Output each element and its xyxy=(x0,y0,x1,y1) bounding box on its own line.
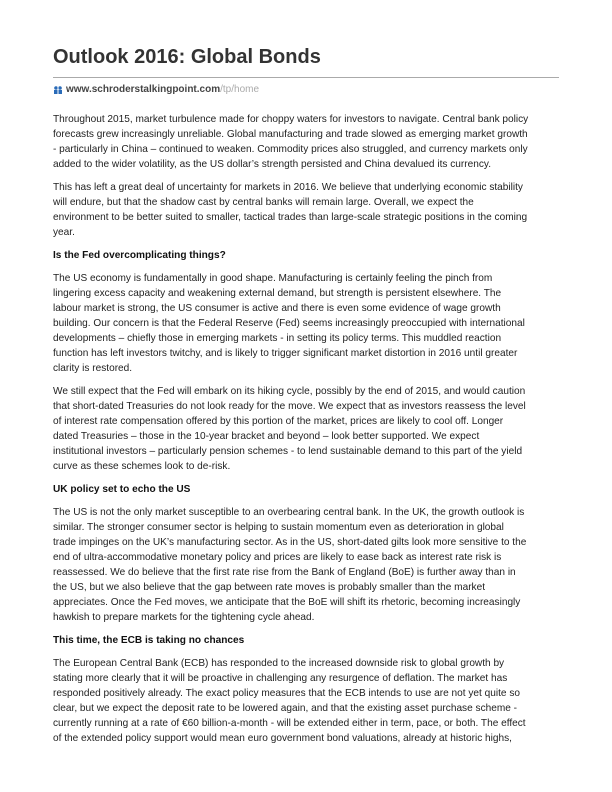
text-line: building. Our concern is that the Federal Reserve (Fed) seems increasingly preoccupied with international xyxy=(53,318,525,329)
text-line: environment to be better suited to smaller, tactical trades than large-scale strategic positions in the coming xyxy=(53,212,528,223)
text-line: function has left investors twitchy, and is likely to trigger significant market distortion in 2016 until greater xyxy=(53,348,518,359)
paragraph-us-economy xyxy=(53,271,565,376)
text-line: We still expect that the Fed will embark on its hiking cycle, possibly by the end of 2015, and would caution xyxy=(53,386,526,397)
heading-uk: UK policy set to echo the US xyxy=(53,484,191,495)
text-line: clarity is restored. xyxy=(53,363,133,374)
text-line: the US, but we also believe that the gap between rate moves is probably smaller than the market xyxy=(53,582,486,593)
text-line: Throughout 2015, market turbulence made for choppy waters for investors to navigate. Central bank policy xyxy=(53,114,529,125)
text-line: stating more clearly that it will be proactive in challenging any resurgence of deflation. The market has xyxy=(53,673,508,684)
text-line: forecasts grew increasingly unreliable. Global manufacturing and trade slowed as emerging market growth xyxy=(53,129,528,140)
text-line: The European Central Bank (ECB) has responded to the increased downside risk to global growth by xyxy=(53,658,505,669)
paragraph-uk-policy xyxy=(53,505,565,625)
schroders-logo-icon xyxy=(53,85,63,95)
source-path[interactable]: /tp/home xyxy=(220,84,260,95)
paragraph-ecb xyxy=(53,656,565,746)
source-domain[interactable]: www.schroderstalkingpoint.com xyxy=(66,84,221,95)
title-divider xyxy=(53,77,559,78)
text-line: added to the wider volatility, as the US dollar’s strength persisted and China devalued its currency. xyxy=(53,159,492,170)
text-line: that short-dated Treasuries do not look ready for the move. We expect that as investors reassess the level xyxy=(53,401,526,412)
text-line: curve as these schemes look to de-risk. xyxy=(53,461,231,472)
heading-fed: Is the Fed overcomplicating things? xyxy=(53,250,226,261)
paragraph-intro xyxy=(53,112,565,172)
paragraph-fed-hiking xyxy=(53,384,565,474)
text-line: institutional investors – particularly pension schemes - to lend sustainable demand to this part of the yield xyxy=(53,446,523,457)
text-line: will endure, but that the shadow cast by central banks will remain large. Overall, we expect the xyxy=(53,197,474,208)
text-line: similar. The stronger consumer sector is helping to sustain momentum even as deterioration in global xyxy=(53,522,504,533)
text-line: trade impinges on the UK’s manufacturing sector. As in the US, short-dated gilts look more sensitive to the xyxy=(53,537,527,548)
text-line: appreciates. Once the Fed moves, we anticipate that the BoE will shift its rhetoric, becoming increasingly xyxy=(53,597,521,608)
text-line: end of ultra-accommodative monetary policy and prices are likely to ease back as interest rate risk is xyxy=(53,552,502,563)
page-title: Outlook 2016: Global Bonds xyxy=(53,46,321,68)
text-line: labour market is strong, the US consumer is active and there is even some evidence of wage growth xyxy=(53,303,501,314)
text-line: currently running at a rate of €60 billion-a-month - will be extended either in term, pace, or both. The effect xyxy=(53,718,526,729)
text-line: lingering excess capacity and weakening external demand, but strength is persistent elsewhere. The xyxy=(53,288,502,299)
text-line: of interest rate compensation offered by this portion of the market, prices are likely to cool off. Longer xyxy=(53,416,504,427)
text-line: The US is not the only market susceptible to an overbearing central bank. In the UK, the growth outlook is xyxy=(53,507,525,518)
text-line: hawkish to prepare markets for the tightening cycle ahead. xyxy=(53,612,315,623)
text-line: - particularly in China – continued to weaken. Commodity prices also struggled, and currency markets only xyxy=(53,144,528,155)
text-line: dated Treasuries – those in the 10-year bracket and beyond – look better supported. We expect xyxy=(53,431,480,442)
text-line: year. xyxy=(53,227,75,238)
source-link[interactable] xyxy=(53,84,259,95)
text-line: The US economy is fundamentally in good shape. Manufacturing is certainly feeling the pinch from xyxy=(53,273,493,284)
text-line: responded positively already. The exact policy measures that the ECB intends to use are not yet quite so xyxy=(53,688,521,699)
text-line: developments – chiefly those in emerging markets - in setting its policy terms. This muddled reaction xyxy=(53,333,502,344)
heading-ecb: This time, the ECB is taking no chances xyxy=(53,635,245,646)
text-line: of the extended policy support would mean euro government bond valuations, already at historic highs, xyxy=(53,733,512,744)
article-body xyxy=(53,112,565,754)
text-line: reassessed. We do believe that the first rate rise from the Bank of England (BoE) is further away than in xyxy=(53,567,516,578)
text-line: This has left a great deal of uncertainty for markets in 2016. We believe that underlying economic stability xyxy=(53,182,523,193)
text-line: clear, but we expect the deposit rate to be lowered again, and that the existing asset purchase scheme - xyxy=(53,703,518,714)
paragraph-uncertainty xyxy=(53,180,565,240)
